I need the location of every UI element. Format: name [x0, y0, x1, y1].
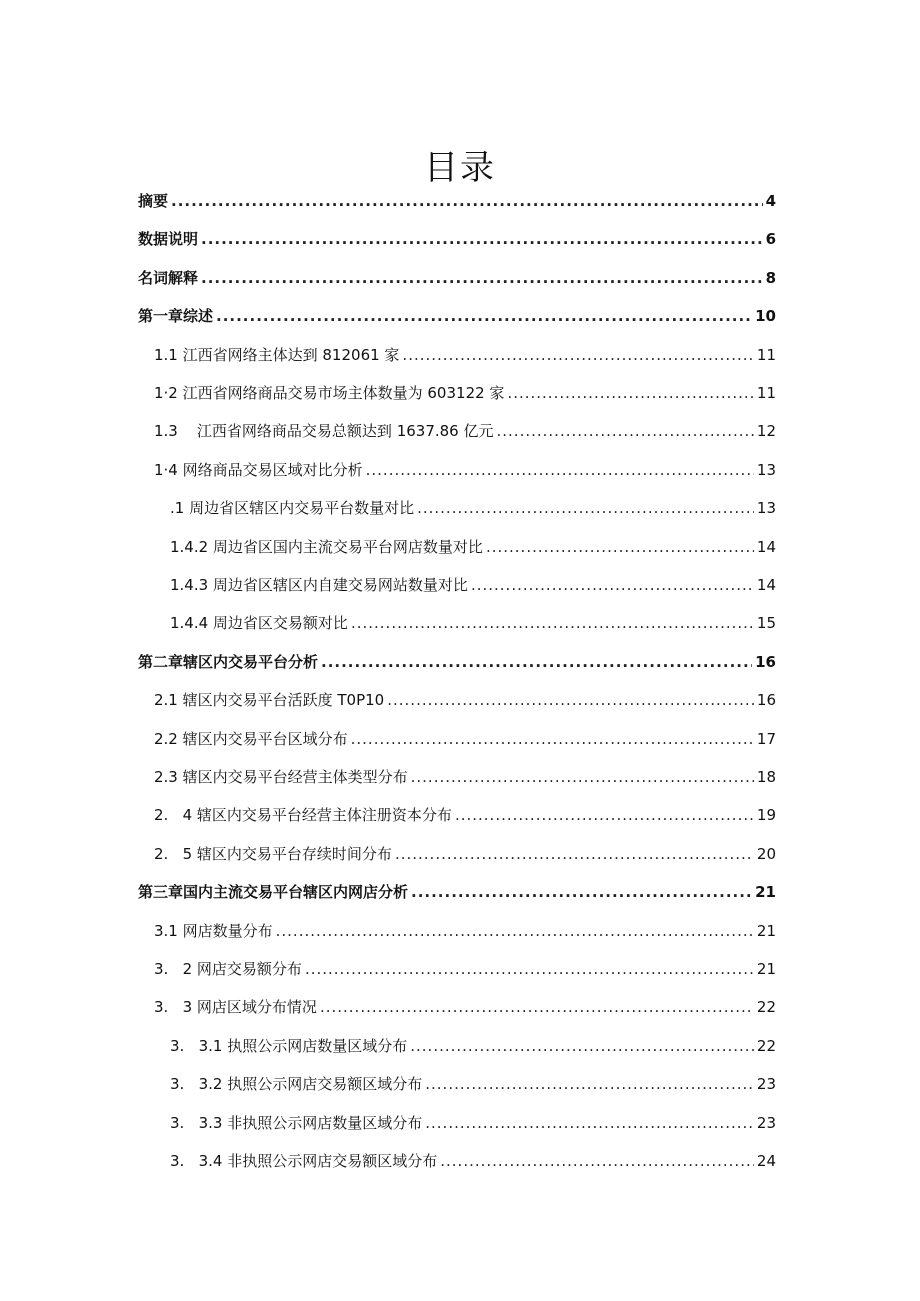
toc-entry-page-number: 16	[756, 691, 776, 710]
toc-entry-page-number: 15	[756, 614, 776, 633]
toc-entry-label: 2.1 辖区内交易平台活跃度 T0P10	[154, 691, 385, 710]
toc-leader-dots	[440, 1152, 754, 1170]
toc-leader-dots	[411, 768, 754, 786]
toc-entry-label: 1.4.4 周边省区交易额对比	[170, 614, 348, 633]
toc-entry-label: 3. 3 网店区域分布情况	[154, 998, 317, 1017]
toc-entry-page-number: 21	[755, 883, 776, 902]
toc-leader-dots	[351, 730, 754, 748]
toc-entry-label: 第三章国内主流交易平台辖区内网店分析	[138, 883, 409, 902]
toc-entry-page-number: 19	[756, 806, 776, 825]
toc-entry-label: 1.1 江西省网络主体达到 812061 家	[154, 345, 400, 364]
toc-entry[interactable]	[138, 881, 776, 911]
toc-entry-label: 第一章综述	[138, 307, 214, 326]
toc-entry[interactable]	[154, 459, 776, 489]
toc-entry-label: 3. 3.2 执照公示网店交易额区域分布	[170, 1075, 423, 1094]
toc-entry[interactable]	[154, 689, 776, 719]
toc-leader-dots	[411, 883, 752, 901]
toc-entry-label: 3. 2 网店交易额分布	[154, 960, 302, 978]
toc-entry-label: 2.3 辖区内交易平台经营主体类型分布	[154, 768, 408, 786]
toc-leader-dots	[395, 845, 754, 863]
toc-leader-dots	[402, 346, 753, 364]
toc-leader-dots	[351, 614, 754, 632]
toc-entry-label: 1.3 江西省网络商品交易总额达到 1637.86 亿元	[154, 422, 494, 441]
toc-leader-dots	[471, 576, 754, 594]
toc-entry-label: 2.2 辖区内交易平台区域分布	[154, 729, 348, 748]
toc-entry-label: 3. 3.4 非执照公示网店交易额区域分布	[170, 1152, 438, 1170]
toc-leader-dots	[417, 499, 754, 517]
toc-entry-label: 摘要	[138, 192, 169, 210]
toc-entry-label: 第二章辖区内交易平台分析	[138, 652, 319, 671]
toc-entry[interactable]	[138, 651, 776, 681]
toc-entry-page-number: 18	[756, 768, 776, 786]
toc-leader-dots	[366, 461, 754, 479]
toc-entry[interactable]	[138, 190, 776, 220]
toc-entry-label: 1.4.3 周边省区辖区内自建交易网站数量对比	[170, 576, 468, 594]
toc-entry[interactable]	[154, 766, 776, 796]
toc-leader-dots	[171, 192, 763, 210]
toc-leader-dots	[497, 422, 754, 440]
toc-entry-label: 1·4 网络商品交易区域对比分析	[154, 460, 363, 479]
toc-entry-label: .1 周边省区辖区内交易平台数量对比	[170, 499, 415, 518]
toc-entry[interactable]	[138, 305, 776, 335]
toc-entry-page-number: 22	[756, 1036, 776, 1055]
toc-entry-page-number: 14	[756, 537, 776, 556]
toc-entry[interactable]	[154, 420, 776, 450]
toc-entry-page-number: 21	[756, 921, 776, 940]
toc-entry[interactable]	[170, 1035, 776, 1065]
toc-entry[interactable]	[154, 344, 776, 374]
toc-leader-dots	[425, 1114, 754, 1132]
toc-entry[interactable]	[154, 920, 776, 950]
toc-entry[interactable]	[138, 228, 776, 258]
toc-leader-dots	[201, 269, 763, 287]
toc-leader-dots	[425, 1075, 754, 1093]
toc-entry-label: 1.4.2 周边省区国内主流交易平台网店数量对比	[170, 537, 483, 556]
toc-entry[interactable]	[170, 1150, 776, 1180]
toc-entry[interactable]	[170, 1073, 776, 1103]
toc-leader-dots	[320, 998, 754, 1016]
toc-entry[interactable]	[154, 382, 776, 412]
toc-entry[interactable]	[170, 536, 776, 566]
toc-entry-page-number: 13	[756, 460, 776, 479]
toc-entry-page-number: 11	[756, 345, 776, 364]
toc-entry[interactable]	[170, 497, 776, 527]
toc-entry[interactable]	[170, 574, 776, 604]
toc-leader-dots	[305, 960, 754, 978]
toc-leader-dots	[387, 691, 754, 709]
toc-entry-label: 1·2 江西省网络商品交易市场主体数量为 603122 家	[154, 384, 505, 402]
toc-entry[interactable]	[154, 728, 776, 758]
toc-entry-page-number: 8	[765, 268, 776, 287]
toc-entry-page-number: 10	[755, 307, 776, 326]
toc-entry-page-number: 22	[756, 998, 776, 1017]
toc-leader-dots	[486, 538, 754, 556]
toc-entry-page-number: 12	[756, 422, 776, 441]
toc-entry[interactable]	[138, 267, 776, 297]
toc-entry-page-number: 6	[765, 230, 776, 249]
toc-entry-page-number: 14	[756, 576, 776, 594]
toc-leader-dots	[276, 922, 754, 940]
toc-entry-label: 3. 3.3 非执照公示网店数量区域分布	[170, 1113, 423, 1132]
toc-entry-page-number: 17	[756, 729, 776, 748]
toc-entry-label: 3.1 网店数量分布	[154, 921, 273, 940]
toc-entry-page-number: 13	[756, 499, 776, 518]
toc-leader-dots	[410, 1037, 754, 1055]
toc-entry[interactable]	[170, 612, 776, 642]
toc-leader-dots	[455, 806, 754, 824]
toc-entry-page-number: 4	[765, 192, 776, 210]
toc-entry-page-number: 24	[756, 1152, 776, 1170]
toc-entry-label: 名词解释	[138, 268, 199, 287]
toc-entry-page-number: 23	[756, 1113, 776, 1132]
toc-entry[interactable]	[154, 843, 776, 873]
toc-entry-page-number: 21	[756, 960, 776, 978]
toc-entry-page-number: 20	[756, 844, 776, 863]
toc-entry[interactable]	[154, 958, 776, 988]
toc-leader-dots	[216, 307, 752, 325]
toc-entry-page-number: 16	[755, 652, 776, 671]
toc-entry-label: 2. 5 辖区内交易平台存续时间分布	[154, 844, 392, 863]
toc-leader-dots	[201, 230, 763, 248]
toc-leader-dots	[321, 653, 752, 671]
toc-entry[interactable]	[170, 1112, 776, 1142]
toc-entry[interactable]	[154, 996, 776, 1026]
toc-entry[interactable]	[154, 804, 776, 834]
toc-leader-dots	[507, 384, 753, 402]
toc-entry-label: 数据说明	[138, 230, 199, 249]
toc-entry-page-number: 23	[756, 1075, 776, 1094]
toc-entry-label: 3. 3.1 执照公示网店数量区域分布	[170, 1036, 408, 1055]
toc-entry-page-number: 11	[756, 384, 776, 402]
page-title: 目录	[424, 148, 496, 188]
toc-entry-label: 2. 4 辖区内交易平台经营主体注册资本分布	[154, 806, 452, 825]
